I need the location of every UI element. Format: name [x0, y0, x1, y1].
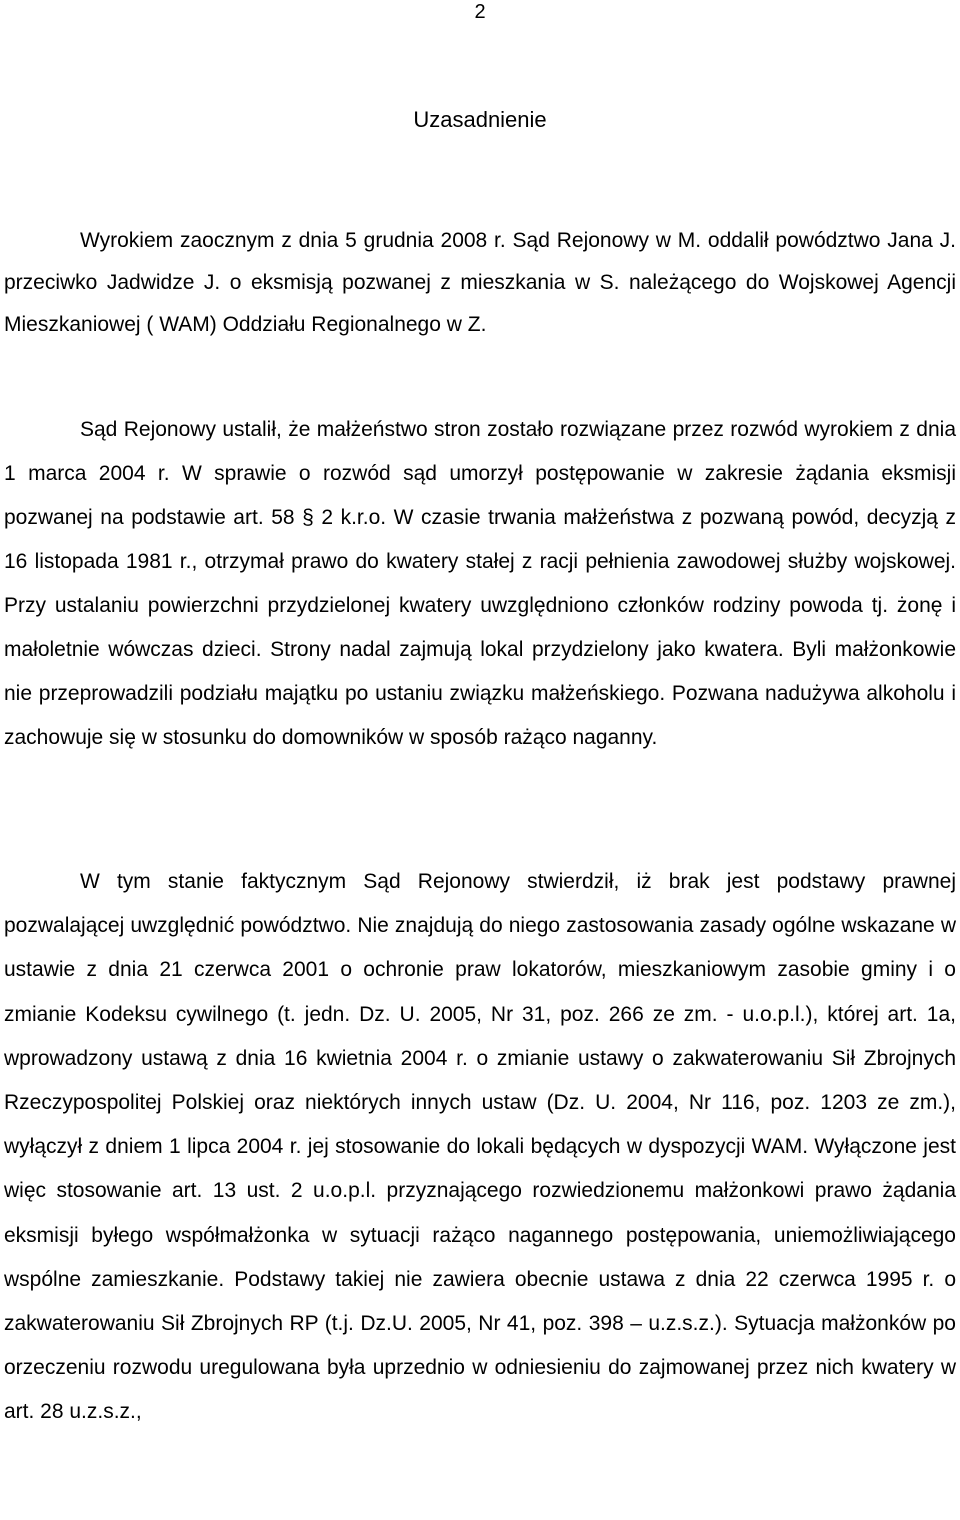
- paragraph-legal-reasoning: W tym stanie faktycznym Sąd Rejonowy stwierdził, iż brak jest podstawy prawnej pozwalającej uwzględnić powództwo. Nie znajdują do niego zastosowania zasady ogólne wskazane w ustawie z dnia 21 czerwca 2001 o ochronie praw lokatorów, mieszkaniowym zasobie gminy i o zmianie Kodeksu cywilnego (t. jedn. Dz. U. 2005, Nr 31, poz. 266 ze zm. - u.o.p.l.), której art. 1a, wprowadzony ustawą z dnia 16 kwietnia 2004 r. o zmianie ustawy o zakwaterowaniu Sił Zbrojnych Rzeczypospolitej Polskiej oraz niektórych innych ustaw (Dz. U. 2004, Nr 116, poz. 1203 ze zm.), wyłączył z dniem 1 lipca 2004 r. jej stosowanie do lokali będących w dyspozycji WAM. Wyłączone jest więc stosowanie art. 13 ust. 2 u.o.p.l. przyznającego rozwiedzionemu małżonkowi prawo żądania eksmisji byłego współmałżonka w sytuacji rażąco nagannego postępowania, uniemożliwiającego wspólne zamieszkanie. Podstawy takiej nie zawiera obecnie ustawa z dnia 22 czerwca 1995 r. o zakwaterowaniu Sił Zbrojnych RP (t.j. Dz.U. 2005, Nr 41, poz. 398 – u.z.s.z.). Sytuacja małżonków po orzeczeniu rozwodu uregulowana była uprzednio w odniesieniu do zajmowanej przez nich kwatery w art. 28 u.z.s.z.,: [4, 870, 956, 1424]
- paragraph-judgment: Wyrokiem zaocznym z dnia 5 grudnia 2008 r. Sąd Rejonowy w M. oddalił powództwo Jana J. przeciwko Jadwidze J. o eksmisją pozwanej z mieszkania w S. należącego do Wojskowej Agencji Mieszkaniowej ( WAM) Oddziału Regionalnego w Z.: [4, 229, 956, 336]
- paragraph-findings: Sąd Rejonowy ustalił, że małżeństwo stron zostało rozwiązane przez rozwód wyrokiem z dnia 1 marca 2004 r. W sprawie o rozwód sąd umorzył postępowanie w zakresie żądania eksmisji pozwanej na podstawie art. 58 § 2 k.r.o. W czasie trwania małżeństwa z pozwaną powód, decyzją z 16 listopada 1981 r., otrzymał prawo do kwatery stałej z racji pełnienia zawodowej służby wojskowej. Przy ustalaniu powierzchni przydzielonej kwatery uwzględniono członków rodziny powoda tj. żonę i małoletnie wówczas dzieci. Strony nadal zajmują lokal przydzielony jako kwatera. Byli małżonkowie nie przeprowadzili podziału majątku po ustaniu związku małżeńskiego. Pozwana nadużywa alkoholu i zachowuje się w stosunku do domowników w sposób rażąco naganny.: [4, 418, 956, 749]
- document-heading: Uzasadnienie: [413, 107, 547, 132]
- page-number: 2: [474, 1, 486, 23]
